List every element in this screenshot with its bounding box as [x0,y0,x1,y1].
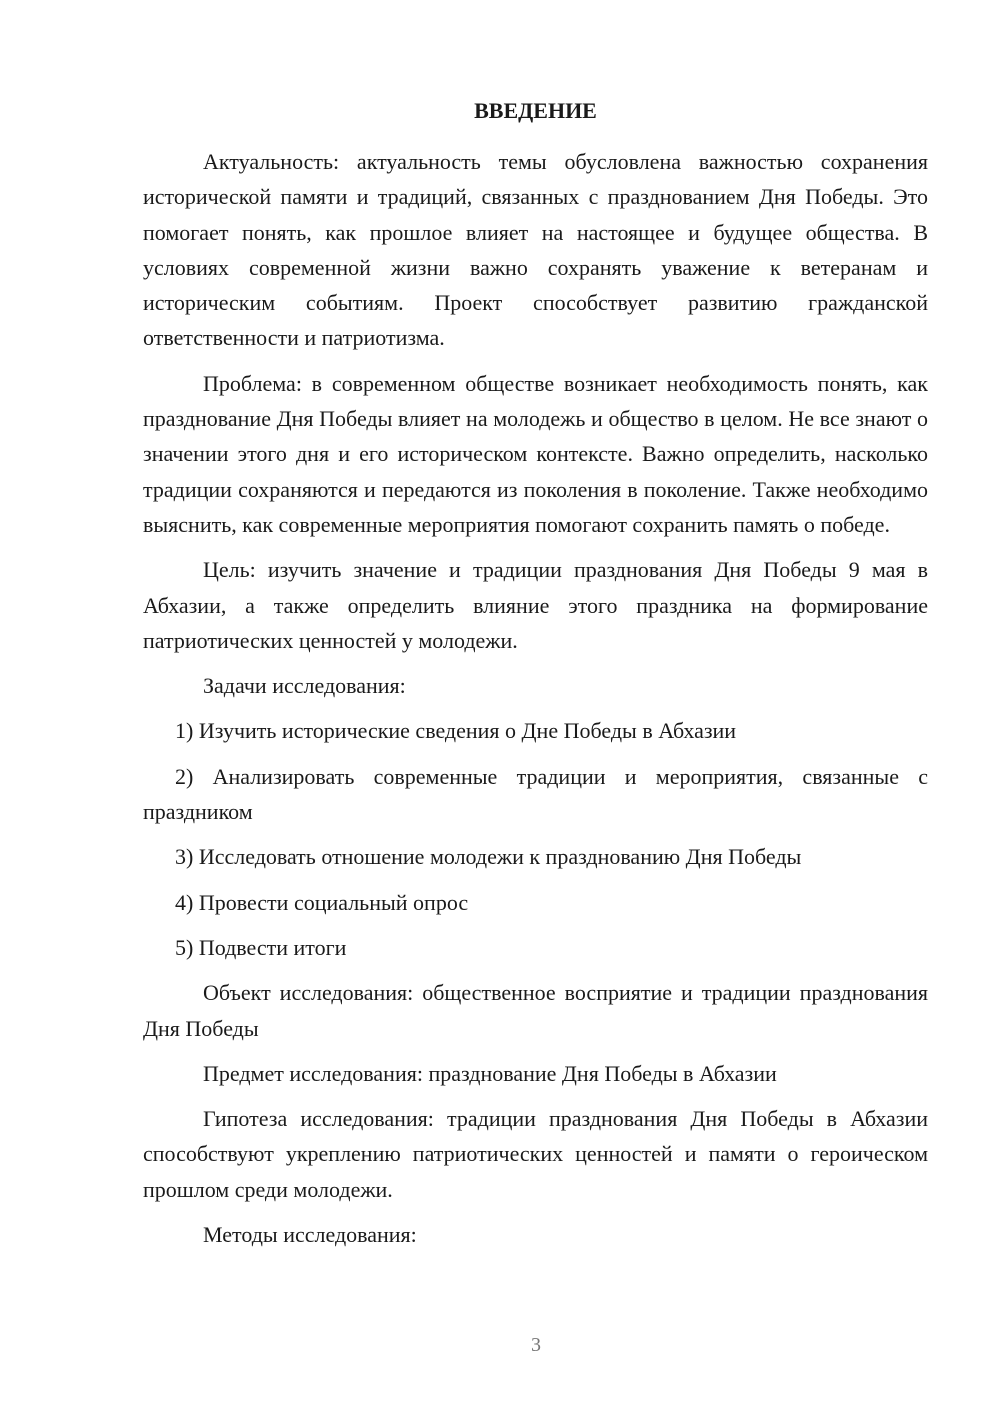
task-item-2: 2) Анализировать современные традиции и мероприятия, связанные с праздником [143,763,928,825]
section-heading: ВВЕДЕНИЕ [474,98,597,123]
paragraph-goal: Цель: изучить значение и традиции празднования Дня Победы 9 мая в Абхазии, а также определить влияние этого праздника на формирование патриотических ценностей у молодежи. [143,557,928,653]
task-item-3: 3) Исследовать отношение молодежи к празднованию Дня Победы [175,844,802,870]
paragraph-relevance: Актуальность: актуальность темы обусловлена важностью сохранения исторической памяти и традиций, связанных с празднованием Дня Победы. Это помогает понять, как прошлое влияет на настоящее и будущее общества. В условиях современной жизни важно сохранять уважение к ветеранам и историческим событиям. Проект способствует развитию гражданской ответственности и патриотизма. [143,149,928,351]
page-number: 3 [531,1334,541,1356]
task-item-5: 5) Подвести итоги [175,934,347,960]
paragraph-problem: Проблема: в современном обществе возникает необходимость понять, как празднование Дня Победы влияет на молодежь и общество в целом. Не все знают о значении этого дня и его историческом контексте. Важно определить, насколько традиции сохраняются и передаются из поколения в поколение. Также необходимо выяснить, как современные мероприятия помогают сохранить память о победе. [143,370,928,537]
paragraph-hypothesis: Гипотеза исследования: традиции празднования Дня Победы в Абхазии способствуют укреплению патриотических ценностей и памяти о героическом прошлом среди молодежи. [143,1106,928,1202]
tasks-title: Задачи исследования: [203,673,406,699]
paragraph-object: Объект исследования: общественное восприятие и традиции празднования Дня Победы [143,980,928,1041]
document-page [143,96,928,1252]
task-item-1: 1) Изучить исторические сведения о Дне Победы в Абхазии [175,718,737,744]
methods-title: Методы исследования: [203,1222,417,1248]
task-item-4: 4) Провести социальный опрос [175,889,469,915]
paragraph-subject: Предмет исследования: празднование Дня Победы в Абхазии [203,1060,777,1086]
